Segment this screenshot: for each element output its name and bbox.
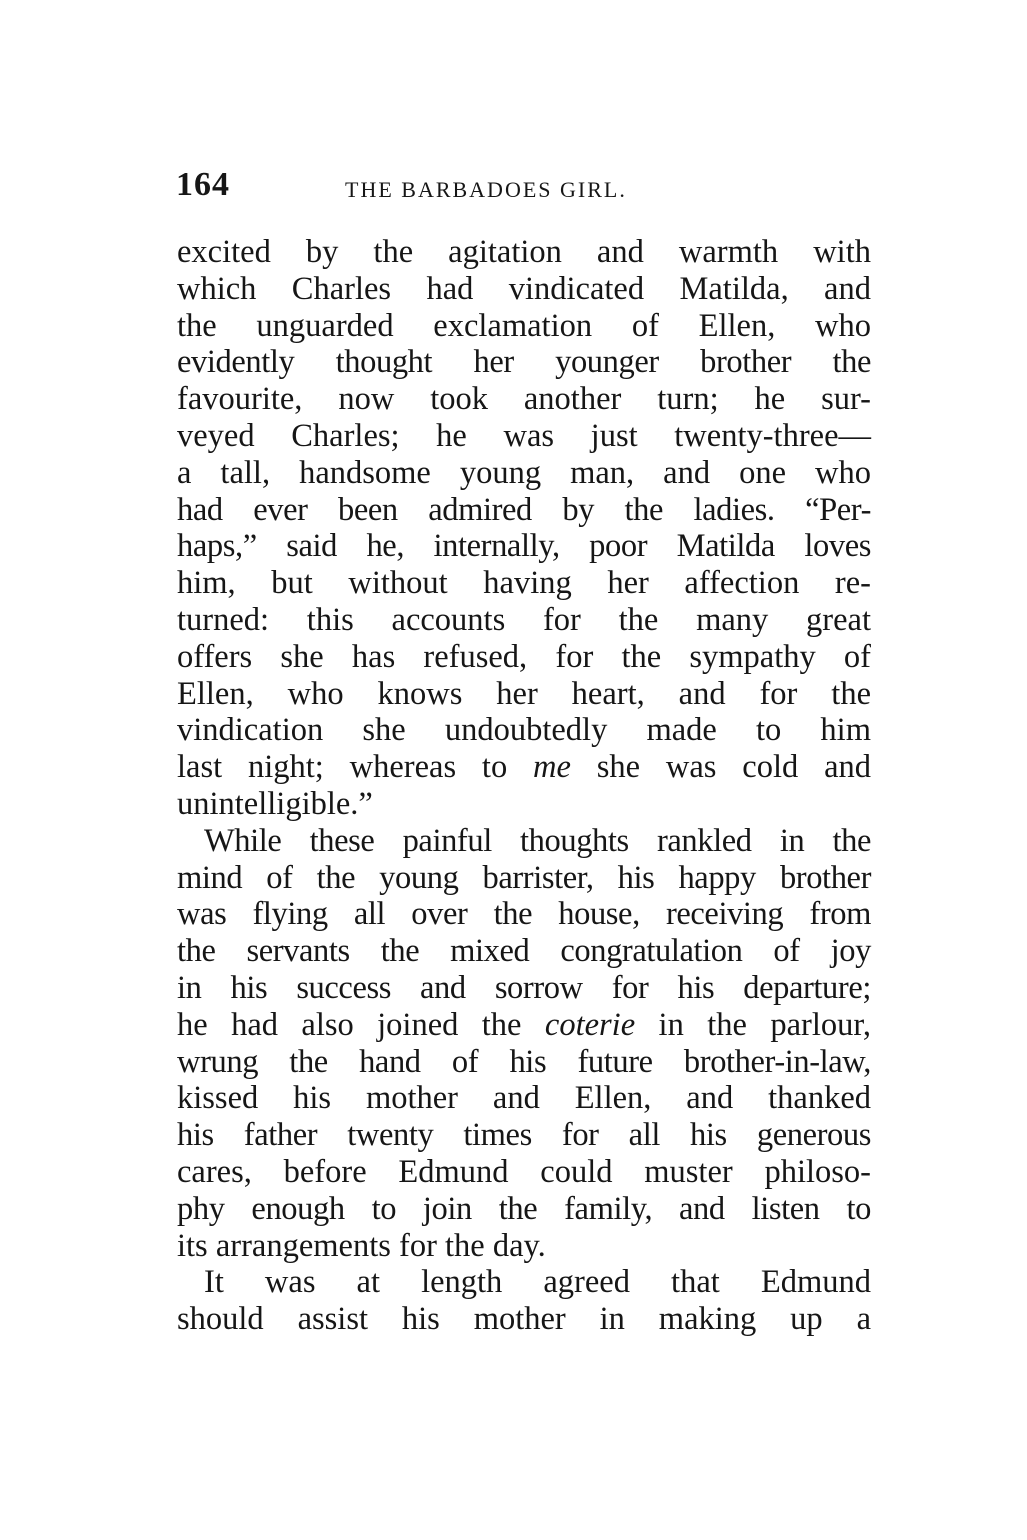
text-line: veyed Charles; he was just twenty-three—	[177, 417, 871, 454]
text-line: the unguarded exclamation of Ellen, who	[177, 307, 871, 344]
text-line: which Charles had vindicated Matilda, and	[177, 270, 871, 307]
text-line: in his success and sorrow for his departure;	[177, 969, 871, 1006]
text-line: Ellen, who knows her heart, and for the	[177, 675, 871, 712]
text-line: kissed his mother and Ellen, and thanked	[177, 1080, 871, 1117]
page-header	[176, 166, 876, 216]
text-segment: last night; whereas to	[177, 749, 508, 786]
text-line: offers she has refused, for the sympathy of	[177, 638, 871, 675]
italic-word: me	[533, 749, 571, 786]
text-segment: she was cold and	[570, 749, 871, 786]
text-line	[177, 749, 871, 786]
text-line: unintelligible.”	[177, 785, 373, 822]
text-line	[177, 1007, 871, 1044]
text-line: turned: this accounts for the many great	[177, 601, 871, 638]
text-line: wrung the hand of his future brother-in-law,	[177, 1043, 871, 1080]
body-text	[177, 234, 871, 1338]
text-line: phy enough to join the family, and listen to	[177, 1190, 871, 1227]
text-line: favourite, now took another turn; he sur-	[177, 381, 871, 418]
text-line: its arrangements for the day.	[177, 1227, 546, 1264]
text-segment: in the parlour,	[635, 1006, 871, 1043]
text-line: a tall, handsome young man, and one who	[177, 454, 871, 491]
text-line: had ever been admired by the ladies. “Per-	[177, 491, 871, 528]
text-line: should assist his mother in making up a	[177, 1301, 871, 1338]
paragraph-start-line: While these painful thoughts rankled in the	[204, 822, 871, 859]
text-line: vindication she undoubtedly made to him	[177, 712, 871, 749]
text-line: him, but without having her affection re-	[177, 565, 871, 602]
text-line: mind of the young barrister, his happy brother	[177, 859, 871, 896]
paragraph-start-line: It was at length agreed that Edmund	[204, 1264, 871, 1301]
running-title: THE BARBADOES GIRL.	[345, 177, 627, 202]
text-line: cares, before Edmund could muster philoso-	[177, 1153, 871, 1190]
text-line: haps,” said he, internally, poor Matilda loves	[177, 528, 871, 565]
text-segment: he had also joined the	[177, 1006, 522, 1043]
text-line: was flying all over the house, receiving from	[177, 896, 871, 933]
text-line: evidently thought her younger brother the	[177, 344, 871, 381]
italic-word: coterie	[544, 1006, 636, 1043]
text-line: excited by the agitation and warmth with	[177, 234, 871, 270]
page-number: 164	[176, 166, 230, 203]
text-line: his father twenty times for all his generous	[177, 1117, 871, 1154]
text-line: the servants the mixed congratulation of joy	[177, 933, 871, 970]
